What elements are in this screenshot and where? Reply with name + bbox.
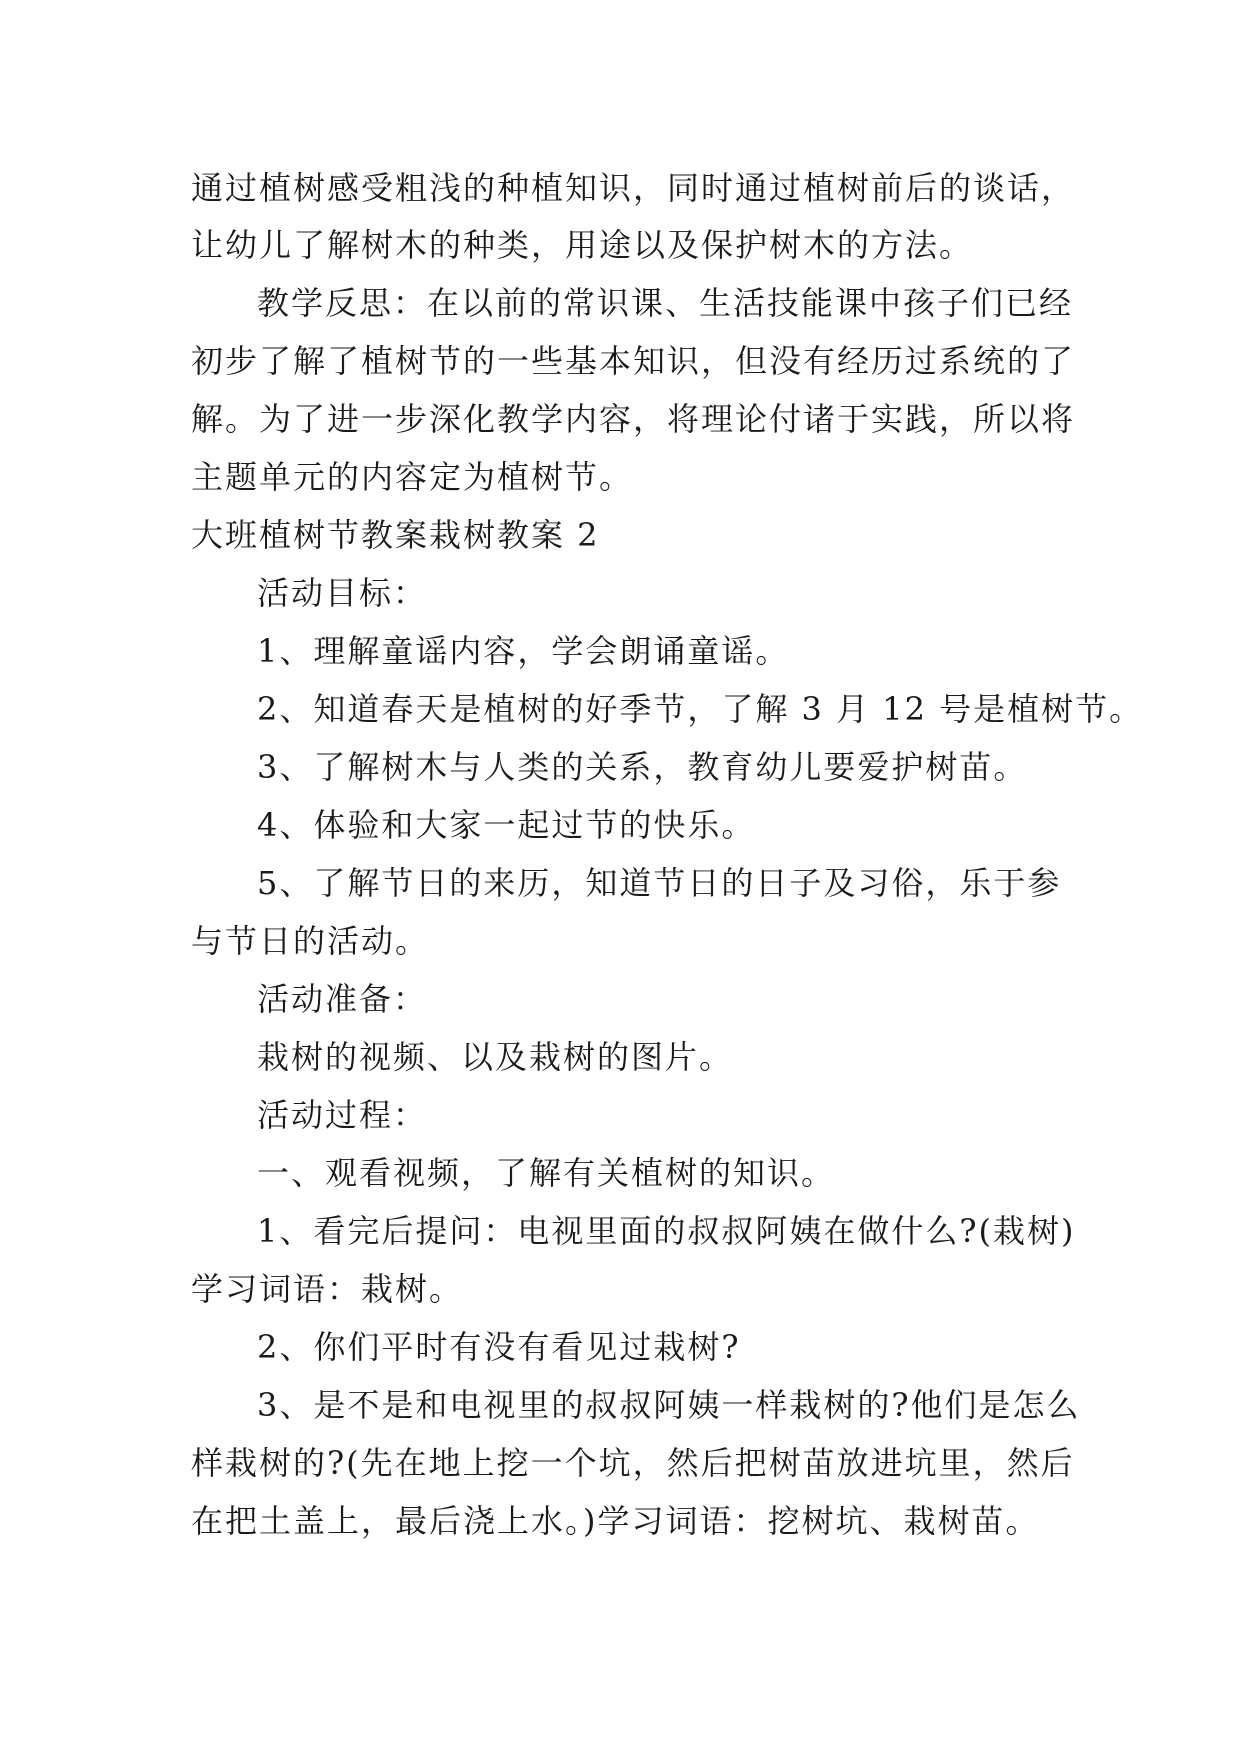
text-line: 样栽树的?(先在地上挖一个坑，然后把树苗放进坑里，然后 <box>191 1444 1075 1482</box>
text-line: 主题单元的内容定为植树节。 <box>191 458 634 496</box>
text-line: 2、知道春天是植树的好季节，了解 3 月 12 号是植树节。 <box>257 690 1144 728</box>
text-line: 1、理解童谣内容，学会朗诵童谣。 <box>257 632 790 670</box>
text-line: 教学反思：在以前的常识课、生活技能课中孩子们已经 <box>257 284 1074 322</box>
text-line: 解。为了进一步深化教学内容，将理论付诸于实践，所以将 <box>191 400 1076 438</box>
text-line: 栽树的视频、以及栽树的图片。 <box>257 1038 734 1076</box>
text-line: 在把土盖上，最后浇上水。)学习词语：挖树坑、栽树苗。 <box>191 1502 1040 1540</box>
text-line: 3、是不是和电视里的叔叔阿姨一样栽树的?他们是怎么 <box>257 1386 1081 1424</box>
text-line: 活动目标： <box>257 574 428 612</box>
text-line: 通过植树感受粗浅的种植知识，同时通过植树前后的谈话， <box>191 169 1076 207</box>
text-line: 4、体验和大家一起过节的快乐。 <box>257 806 756 844</box>
text-line: 5、了解节日的来历，知道节日的日子及习俗，乐于参 <box>257 864 1062 902</box>
text-line: 活动准备： <box>257 980 428 1018</box>
section-heading: 大班植树节教案栽树教案 2 <box>191 516 600 554</box>
text-line: 与节日的活动。 <box>191 922 430 960</box>
text-line: 学习词语：栽树。 <box>191 1270 464 1308</box>
text-line: 3、了解树木与人类的关系，教育幼儿要爱护树苗。 <box>257 748 1028 786</box>
text-line: 初步了解了植树节的一些基本知识，但没有经历过系统的了 <box>191 342 1076 380</box>
text-line: 1、看完后提问：电视里面的叔叔阿姨在做什么?(栽树) <box>257 1212 1076 1250</box>
text-line: 一、观看视频，了解有关植树的知识。 <box>257 1154 836 1192</box>
text-line: 让幼儿了解树木的种类，用途以及保护树木的方法。 <box>191 226 974 264</box>
text-line: 活动过程： <box>257 1096 428 1134</box>
text-line: 2、你们平时有没有看见过栽树? <box>257 1328 741 1366</box>
